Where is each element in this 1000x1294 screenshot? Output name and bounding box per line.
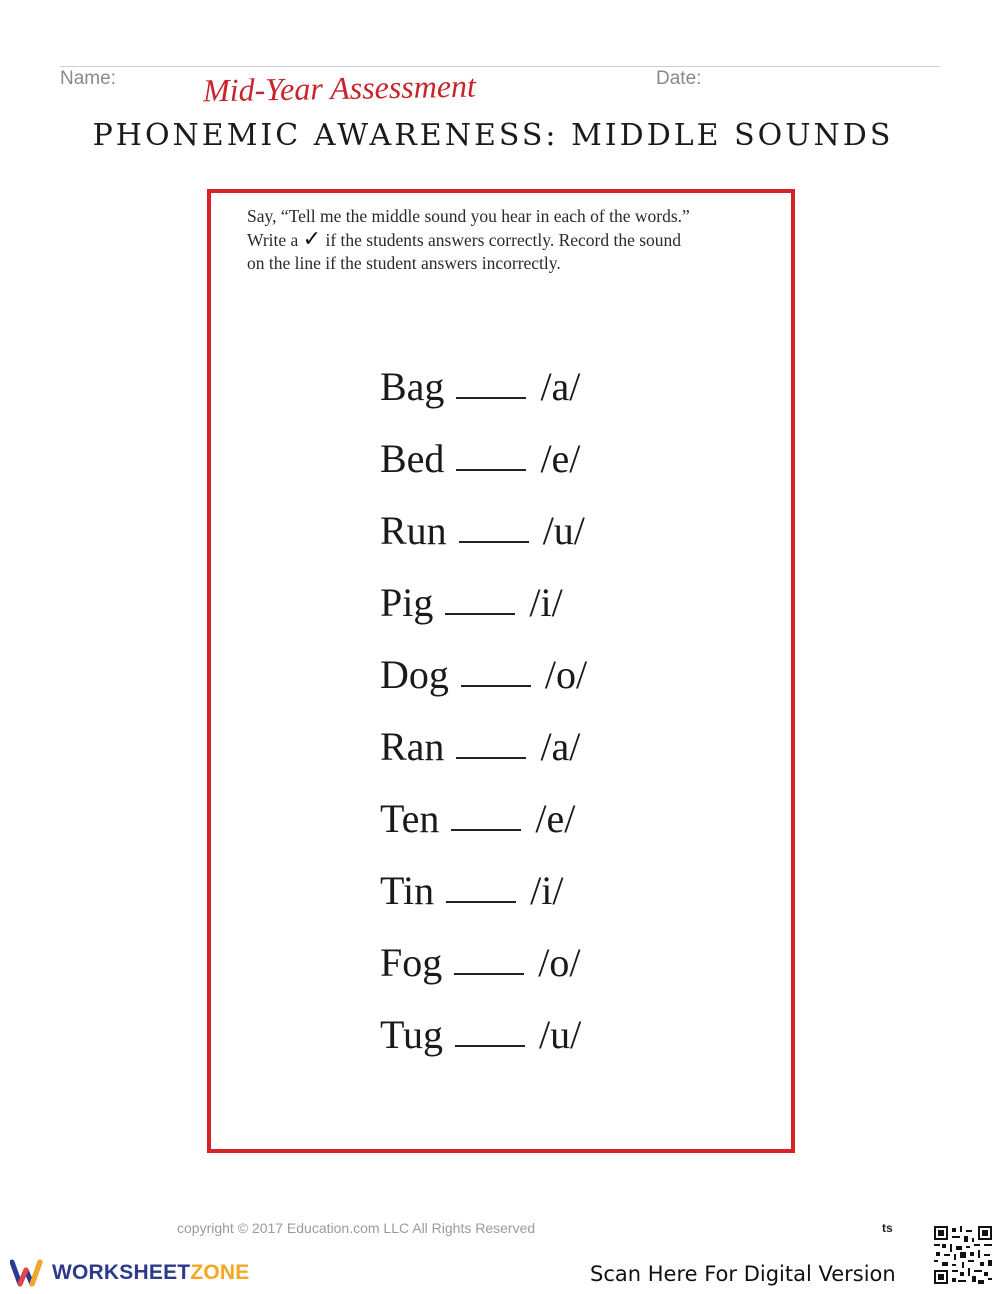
answer-blank[interactable] xyxy=(459,541,529,543)
logo-text-worksheet: WORKSHEET xyxy=(52,1261,191,1284)
word-item xyxy=(380,854,587,926)
answer-blank[interactable] xyxy=(455,1045,525,1047)
scan-here-text: Scan Here For Digital Version xyxy=(590,1262,896,1286)
word-item xyxy=(380,422,587,494)
word-text: Fog xyxy=(380,939,443,985)
word-text: Tin xyxy=(380,867,435,913)
word-text: Dog xyxy=(380,651,449,697)
sound-text: /i/ xyxy=(530,867,564,913)
answer-blank[interactable] xyxy=(456,757,526,759)
answer-blank[interactable] xyxy=(451,829,521,831)
sound-text: /o/ xyxy=(538,939,581,985)
copyright-text: copyright © 2017 Education.com LLC All Rights Reserved xyxy=(177,1220,536,1236)
sound-text: /e/ xyxy=(540,435,581,481)
answer-blank[interactable] xyxy=(456,397,526,399)
qr-code-icon[interactable] xyxy=(934,1226,992,1284)
checkmark-icon: ✓ xyxy=(302,227,322,252)
word-item xyxy=(380,350,587,422)
logo-mark-icon xyxy=(10,1258,46,1288)
sound-text: /e/ xyxy=(535,795,576,841)
answer-blank[interactable] xyxy=(456,469,526,471)
word-item xyxy=(380,782,587,854)
word-text: Ran xyxy=(380,723,445,769)
page-title: PHONEMIC AWARENESS: MIDDLE SOUNDS xyxy=(92,118,894,153)
word-text: Ten xyxy=(380,795,440,841)
word-text: Pig xyxy=(380,579,434,625)
word-item xyxy=(380,710,587,782)
sound-text: /o/ xyxy=(544,651,588,697)
sound-text: /a/ xyxy=(540,723,581,769)
instructions-line-1: Say, “Tell me the middle sound you hear in each of the words.” xyxy=(247,206,690,226)
sound-text: /u/ xyxy=(539,1011,582,1057)
cropped-text: ts xyxy=(882,1221,893,1235)
word-text: Run xyxy=(380,507,447,553)
word-text: Bag xyxy=(380,363,445,409)
date-label: Date: xyxy=(656,68,702,89)
logo-text-zone: ZONE xyxy=(190,1261,250,1284)
worksheetzone-logo[interactable] xyxy=(10,1258,249,1288)
word-item xyxy=(380,494,587,566)
word-text: Bed xyxy=(380,435,445,481)
sound-text: /a/ xyxy=(540,363,581,409)
mid-year-stamp: Mid-Year Assessment xyxy=(202,67,477,109)
name-label: Name: xyxy=(60,68,116,89)
sound-text: /u/ xyxy=(542,507,585,553)
instructions xyxy=(247,205,757,275)
word-text: Tug xyxy=(380,1011,444,1057)
top-divider xyxy=(60,66,940,67)
word-item xyxy=(380,566,587,638)
answer-blank[interactable] xyxy=(446,901,516,903)
word-item xyxy=(380,926,587,998)
instructions-line-3: on the line if the student answers incorrectly. xyxy=(247,253,561,273)
word-list xyxy=(380,350,587,1070)
word-item xyxy=(380,638,587,710)
answer-blank[interactable] xyxy=(454,973,524,975)
answer-blank[interactable] xyxy=(461,685,531,687)
instructions-line-2 xyxy=(247,228,757,252)
logo-text xyxy=(52,1261,249,1285)
sound-text: /i/ xyxy=(529,579,563,625)
instructions-line-2-start: Write a xyxy=(247,230,299,250)
word-item xyxy=(380,998,587,1070)
instructions-line-2-end: if the students answers correctly. Record the sound xyxy=(325,230,682,250)
answer-blank[interactable] xyxy=(445,613,515,615)
